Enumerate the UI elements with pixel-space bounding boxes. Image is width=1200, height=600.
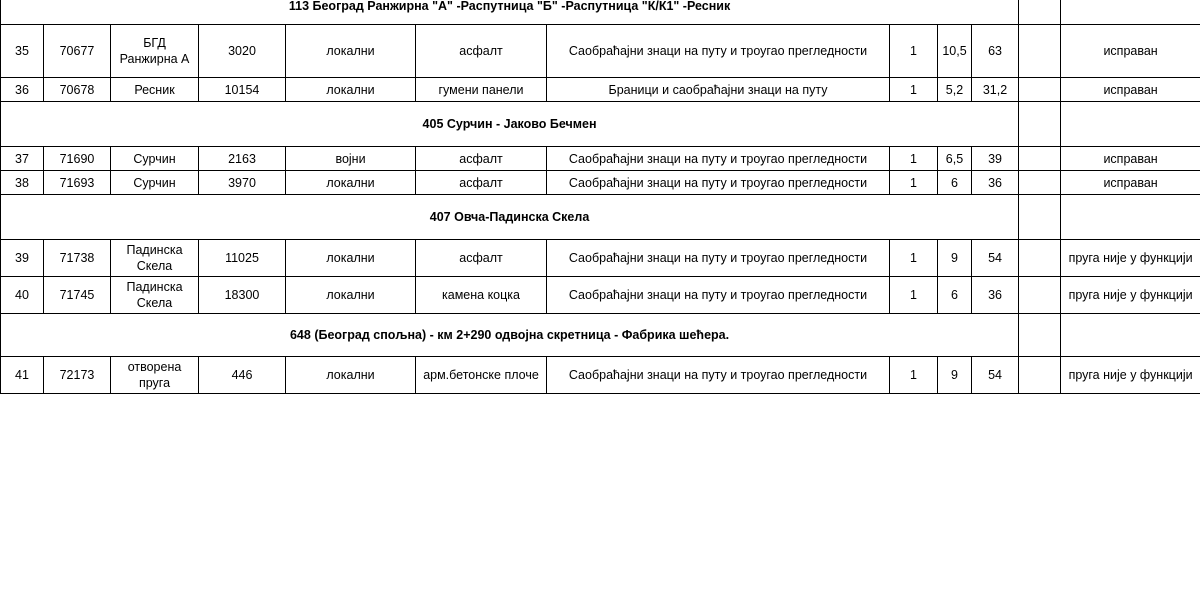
cell-c: 36 — [972, 277, 1019, 314]
cell-count: 18300 — [199, 277, 286, 314]
cell-b: 9 — [938, 240, 972, 277]
cell-place: Сурчин — [111, 171, 199, 195]
section-header-row — [1, 0, 1200, 25]
cell-d — [1019, 171, 1061, 195]
cell-a: 1 — [890, 357, 938, 394]
cell-place: Ресник — [111, 78, 199, 102]
cell-count: 3970 — [199, 171, 286, 195]
cell-a: 1 — [890, 277, 938, 314]
section-empty-cell — [1019, 0, 1061, 25]
cell-b: 6 — [938, 277, 972, 314]
cell-place: БГД Ранжирна А — [111, 25, 199, 78]
cell-road: локални — [286, 240, 416, 277]
cell-surface: асфалт — [416, 171, 547, 195]
cell-b: 10,5 — [938, 25, 972, 78]
cell-status: исправан — [1061, 147, 1200, 171]
section-header-row — [1, 102, 1200, 147]
cell-place: Падинска Скела — [111, 240, 199, 277]
cell-surface: арм.бетонске плоче — [416, 357, 547, 394]
section-empty-cell — [1061, 0, 1200, 25]
cell-km: 71738 — [44, 240, 111, 277]
section-empty-cell — [1019, 102, 1061, 147]
cell-b: 6 — [938, 171, 972, 195]
section-title: 407 Овча-Падинска Скела — [1, 195, 1019, 240]
cell-c: 63 — [972, 25, 1019, 78]
cell-count: 10154 — [199, 78, 286, 102]
cell-km: 71693 — [44, 171, 111, 195]
cell-d — [1019, 240, 1061, 277]
cell-place: Сурчин — [111, 147, 199, 171]
cell-km: 70678 — [44, 78, 111, 102]
section-header-row — [1, 195, 1200, 240]
cell-protection: Саобраћајни знаци на путу и троугао прегледности — [547, 147, 890, 171]
cell-status: пруга није у функцији — [1061, 240, 1200, 277]
cell-a: 1 — [890, 25, 938, 78]
table-row — [1, 357, 1200, 394]
cell-no: 40 — [1, 277, 44, 314]
cell-surface: камена коцка — [416, 277, 547, 314]
cell-protection: Саобраћајни знаци на путу и троугао прегледности — [547, 171, 890, 195]
cell-no: 41 — [1, 357, 44, 394]
cell-road: локални — [286, 25, 416, 78]
table-row — [1, 147, 1200, 171]
cell-a: 1 — [890, 171, 938, 195]
cell-b: 6,5 — [938, 147, 972, 171]
cell-protection: Саобраћајни знаци на путу и троугао прегледности — [547, 277, 890, 314]
cell-road: локални — [286, 171, 416, 195]
table-row — [1, 171, 1200, 195]
cell-c: 31,2 — [972, 78, 1019, 102]
cell-protection: Саобраћајни знаци на путу и троугао прегледности — [547, 240, 890, 277]
cell-d — [1019, 277, 1061, 314]
cell-status: исправан — [1061, 25, 1200, 78]
table-row — [1, 25, 1200, 78]
section-title: 405 Сурчин - Јаково Бечмен — [1, 102, 1019, 147]
table-row — [1, 277, 1200, 314]
cell-no: 39 — [1, 240, 44, 277]
cell-no: 38 — [1, 171, 44, 195]
table-row — [1, 240, 1200, 277]
cell-protection: Саобраћајни знаци на путу и троугао прегледности — [547, 357, 890, 394]
cell-status: исправан — [1061, 78, 1200, 102]
cell-status: исправан — [1061, 171, 1200, 195]
cell-b: 5,2 — [938, 78, 972, 102]
cell-a: 1 — [890, 240, 938, 277]
cell-d — [1019, 78, 1061, 102]
section-title: 648 (Београд спољна) - км 2+290 одвојна скретница - Фабрика шећера. — [1, 314, 1019, 357]
table-row — [1, 78, 1200, 102]
cell-road: локални — [286, 78, 416, 102]
cell-d — [1019, 357, 1061, 394]
cell-b: 9 — [938, 357, 972, 394]
cell-surface: гумени панели — [416, 78, 547, 102]
cell-surface: асфалт — [416, 147, 547, 171]
cell-count: 2163 — [199, 147, 286, 171]
cell-c: 54 — [972, 357, 1019, 394]
cell-protection: Саобраћајни знаци на путу и троугао прегледности — [547, 25, 890, 78]
cell-km: 71745 — [44, 277, 111, 314]
cell-place: отворена пруга — [111, 357, 199, 394]
cell-road: локални — [286, 277, 416, 314]
cell-c: 39 — [972, 147, 1019, 171]
cell-km: 72173 — [44, 357, 111, 394]
section-header-row — [1, 314, 1200, 357]
cell-c: 54 — [972, 240, 1019, 277]
cell-d — [1019, 147, 1061, 171]
cell-no: 36 — [1, 78, 44, 102]
section-empty-cell — [1019, 195, 1061, 240]
cell-a: 1 — [890, 147, 938, 171]
section-empty-cell — [1061, 314, 1200, 357]
cell-road: локални — [286, 357, 416, 394]
section-title: 113 Београд Ранжирна "А" -Распутница "Б" -Распутница "К/К1" -Ресник — [1, 0, 1019, 25]
cell-km: 71690 — [44, 147, 111, 171]
cell-km: 70677 — [44, 25, 111, 78]
cell-count: 11025 — [199, 240, 286, 277]
cell-count: 3020 — [199, 25, 286, 78]
cell-status: пруга није у функцији — [1061, 277, 1200, 314]
cell-road: војни — [286, 147, 416, 171]
table-body — [1, 0, 1200, 394]
cell-no: 37 — [1, 147, 44, 171]
cell-a: 1 — [890, 78, 938, 102]
cell-d — [1019, 25, 1061, 78]
cell-place: Падинска Скела — [111, 277, 199, 314]
cell-c: 36 — [972, 171, 1019, 195]
section-empty-cell — [1019, 314, 1061, 357]
cell-surface: асфалт — [416, 25, 547, 78]
cell-no: 35 — [1, 25, 44, 78]
cell-surface: асфалт — [416, 240, 547, 277]
cell-protection: Браници и саобраћајни знаци на путу — [547, 78, 890, 102]
section-empty-cell — [1061, 195, 1200, 240]
cell-count: 446 — [199, 357, 286, 394]
section-empty-cell — [1061, 102, 1200, 147]
cell-status: пруга није у функцији — [1061, 357, 1200, 394]
